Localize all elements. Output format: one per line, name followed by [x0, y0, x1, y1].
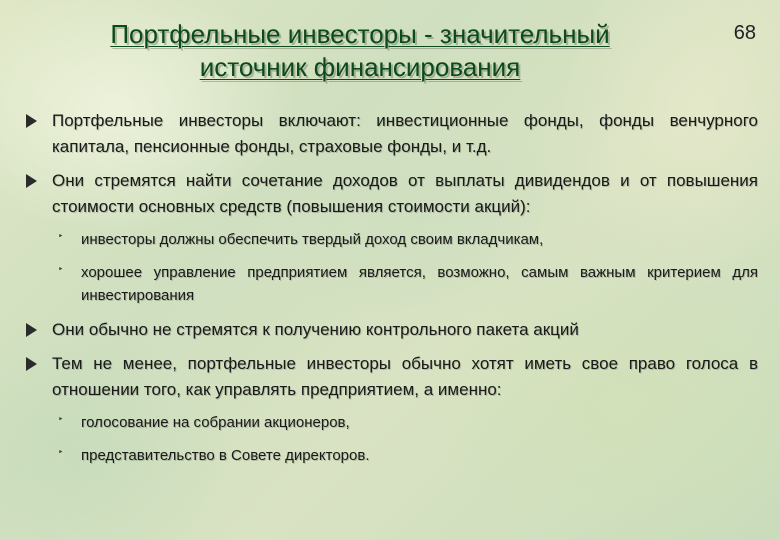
- small-arrow-bullet-icon: ‣: [58, 231, 64, 241]
- bullet-item: [22, 317, 758, 343]
- sub-bullet-item: [22, 411, 758, 434]
- triangle-bullet-icon: [22, 108, 52, 134]
- sub-bullet-item: [22, 444, 758, 467]
- bullet-text: Они обычно не стремятся к получению контрольного пакета акций: [52, 320, 579, 339]
- slide-title: [40, 18, 680, 84]
- sub-bullet-text: хорошее управление предприятием является, возможно, самым важным критерием для инвестирования: [81, 264, 758, 304]
- sub-bullet-item: [22, 261, 758, 307]
- small-arrow-bullet-icon: ‣: [58, 264, 64, 274]
- small-arrow-bullet-icon: ‣: [58, 447, 64, 457]
- sub-bullet-text: инвесторы должны обеспечить твердый доход своим вкладчикам,: [81, 231, 544, 248]
- bullet-list: [22, 108, 758, 477]
- title-line-2: источник финансирования: [199, 52, 521, 82]
- sub-bullet-text: представительство в Совете директоров.: [81, 447, 370, 464]
- bullet-text: Они стремятся найти сочетание доходов от выплаты дивидендов и от повышения стоимости основных средств (повышения стоимости акций):: [52, 171, 758, 216]
- triangle-bullet-icon: [22, 351, 52, 377]
- bullet-item: [22, 108, 758, 160]
- small-arrow-bullet-icon: ‣: [58, 414, 64, 424]
- triangle-bullet-icon: [22, 168, 52, 194]
- bullet-text: Портфельные инвесторы включают: инвестиционные фонды, фонды венчурного капитала, пенсионные фонды, страховые фонды, и т.д.: [52, 111, 758, 156]
- bullet-item: [22, 351, 758, 403]
- triangle-bullet-icon: [22, 317, 52, 343]
- bullet-text: Тем не менее, портфельные инвесторы обычно хотят иметь свое право голоса в отношении того, как управлять предприятием, а именно:: [52, 354, 758, 399]
- sub-bullet-item: [22, 228, 758, 251]
- sub-bullet-text: голосование на собрании акционеров,: [81, 414, 350, 431]
- page-number: 68: [733, 22, 756, 44]
- title-line-1: Портфельные инвесторы - значительный: [110, 19, 610, 49]
- bullet-item: [22, 168, 758, 220]
